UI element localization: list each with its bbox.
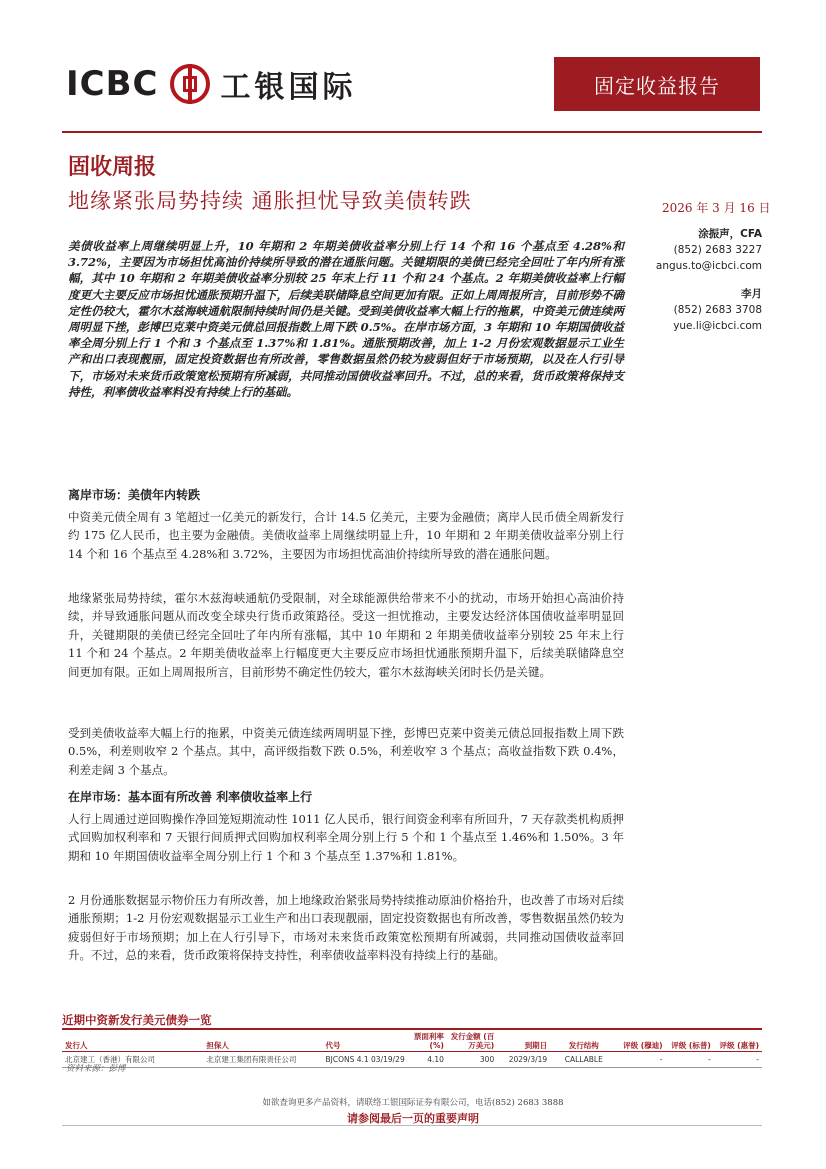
page-subtitle: 地缘紧张局势持续 通胀担忧导致美债转跌: [68, 189, 472, 213]
logo-chinese: 工银国际: [220, 70, 357, 105]
table-cell: 北京建工集团有限责任公司: [203, 1052, 322, 1068]
table-row: [62, 1052, 762, 1068]
body-paragraph: 人行上周通过逆回购操作净回笼短期流动性 1011 亿人民币，银行间资金利率有所回升，7 天存款类机构质押式回购加权利率和 7 天银行间质押式回购加权利率全周分别上行 5 个和 1 个基点至 1.46%和 1.50%。3 年期和 10 年期国债收益率全周分别上行 1 个和 3 个基点至 1.37%和 1.81%。: [68, 812, 624, 863]
bond-issuance-table: [62, 1030, 762, 1068]
page-title: 固收周报: [68, 155, 157, 180]
author-phone: (852) 2683 3227: [673, 244, 762, 256]
summary-paragraph: 美债收益率上周继续明显上升，10 年期和 2 年期美债收益率分别上行 14 个和 16 个基点至 4.28%和 3.72%，主要因为市场担忧高油价持续所导致的潜在通胀问题。关键期限的美债已经完全回吐了年内所有涨幅，其中 10 年期和 2 年期美债收益率分别较 25 年末上行 11 个和 24 个基点。2 年期美债收益率上行幅度更大主要反应市场担忧通胀预期升温下，后续美联储降息空间更加有限。正如上周周报所言，目前形势不确定性仍较大，霍尔木兹海峡通航限制持续时间仍是关键。受到美债收益率大幅上行的拖累，中资美元债连续两周明显下挫，彭博巴克莱中资美元债总回报指数上周下跌 0.5%。在岸市场方面，3 年期和 10 年期国债收益率全周分别上行 1 个和 3 个基点至 1.37%和 1.81%。通胀预期改善，加上 1-2 月份宏观数据显示工业生产和出口表现靓丽，固定投资数据也有所改善，零售数据虽然仍较为疲弱但好于市场预期，以及在人行引导下，市场对未来货币政策宽松预期有所减弱，共同推动国债收益率回升。不过，总的来看，货币政策将保持支持性，利率债收益率料没有持续上行的基础。: [68, 239, 624, 399]
col-header: 评级 (穆迪): [617, 1030, 665, 1052]
col-header: 评级 (惠誉): [714, 1030, 762, 1052]
table-cell: -: [714, 1052, 762, 1068]
col-header: 发行金额 (百万美元): [447, 1030, 497, 1052]
col-header: 发行结构: [550, 1030, 617, 1052]
table-title: 近期中资新发行美元债券一览: [62, 1013, 212, 1027]
company-logo: [66, 62, 356, 106]
footer-divider: [62, 1125, 762, 1126]
section-heading-onshore: 在岸市场：基本面有所改善 利率债收益率上行: [68, 790, 313, 804]
table-cell: CALLABLE: [550, 1052, 617, 1068]
author-name: 涂振声，CFA: [698, 228, 762, 240]
author-block: [650, 226, 762, 334]
table-cell: 4.10: [409, 1052, 447, 1068]
table-cell: -: [617, 1052, 665, 1068]
col-header: 代号: [322, 1030, 408, 1052]
table-cell: 北京建工（香港）有限公司: [62, 1052, 203, 1068]
table-header-row: [62, 1030, 762, 1052]
author-email[interactable]: yue.li@icbci.com: [673, 320, 762, 332]
author-name: 李月: [741, 288, 762, 300]
report-date: 2026 年 3 月 16 日: [662, 201, 771, 215]
col-header: 担保人: [203, 1030, 322, 1052]
body-paragraph: 2 月份通胀数据显示物价压力有所改善，加上地缘政治紧张局势持续推动原油价格抬升，也改善了市场对后续通胀预期；1-2 月份宏观数据显示工业生产和出口表现靓丽，固定投资数据也有所改善，零售数据虽然仍较为疲弱但好于市场预期；加上在人行引导下，市场对未来货币政策宽松预期有所减弱，共同推动国债收益率回升。不过，总的来看，货币政策将保持支持性，利率债收益率料没有持续上行的基础。: [68, 893, 624, 963]
col-header: 发行人: [62, 1030, 203, 1052]
table-cell: 2029/3/19: [497, 1052, 550, 1068]
col-header: 到期日: [497, 1030, 550, 1052]
body-paragraph: 地缘紧张局势持续，霍尔木兹海峡通航仍受限制，对全球能源供给带来不小的扰动，市场开始担心高油价持续，并导致通胀问题从而改变全球央行货币政策路径。受这一担忧推动，主要发达经济体国债收益率明显回升，关键期限的美债已经完全回吐了年内所有涨幅，其中 10 年期和 2 年期美债收益率分别较 25 年末上行 11 个和 24 个基点。2 年期美债收益率上行幅度更大主要反应市场担忧通胀预期升温下，后续美联储降息空间更加有限。正如上周周报所言，目前形势不确定性仍较大，霍尔木兹海峡关闭时长仍是关键。: [68, 591, 624, 679]
table-cell: -: [666, 1052, 714, 1068]
col-header: 评级 (标普): [666, 1030, 714, 1052]
author-phone: (852) 2683 3708: [673, 304, 762, 316]
header-divider: [62, 131, 762, 133]
author-email[interactable]: angus.to@icbci.com: [655, 260, 762, 272]
col-header: 票面利率 (%): [409, 1030, 447, 1052]
footer-disclaimer-link[interactable]: 请参阅最后一页的重要声明: [347, 1112, 479, 1125]
footer-contact: 如欲查询更多产品资料，请联络工银国际证券有限公司，电话(852) 2683 3888: [262, 1098, 564, 1108]
table-source-note: 资料来源：彭博: [66, 1064, 126, 1074]
table-cell: BJCONS 4.1 03/19/29: [322, 1052, 408, 1068]
icbc-seal-icon: [170, 64, 210, 104]
report-type-badge: 固定收益报告: [554, 57, 760, 111]
table-cell: 300: [447, 1052, 497, 1068]
body-paragraph: 受到美债收益率大幅上行的拖累，中资美元债连续两周明显下挫，彭博巴克莱中资美元债总回报指数上周下跌 0.5%，利差则收窄 2 个基点。其中，高评级指数下跌 0.5%，利差收窄 3 个基点；高收益指数下跌 0.4%，利差走阔 3 个基点。: [68, 726, 624, 777]
logo-english: ICBC: [66, 64, 159, 104]
body-paragraph: 中资美元债全周有 3 笔超过一亿美元的新发行，合计 14.5 亿美元，主要为金融债；离岸人民币债全周新发行约 175 亿人民币，也主要为金融债。美债收益率上周继续明显上升，10 年期和 2 年期美债收益率分别上行 14 个和 16 个基点至 4.28%和 3.72%，主要因为市场担忧高油价持续所导致的潜在通胀问题。: [68, 510, 624, 561]
section-heading-offshore: 离岸市场：美债年内转跌: [68, 488, 201, 502]
